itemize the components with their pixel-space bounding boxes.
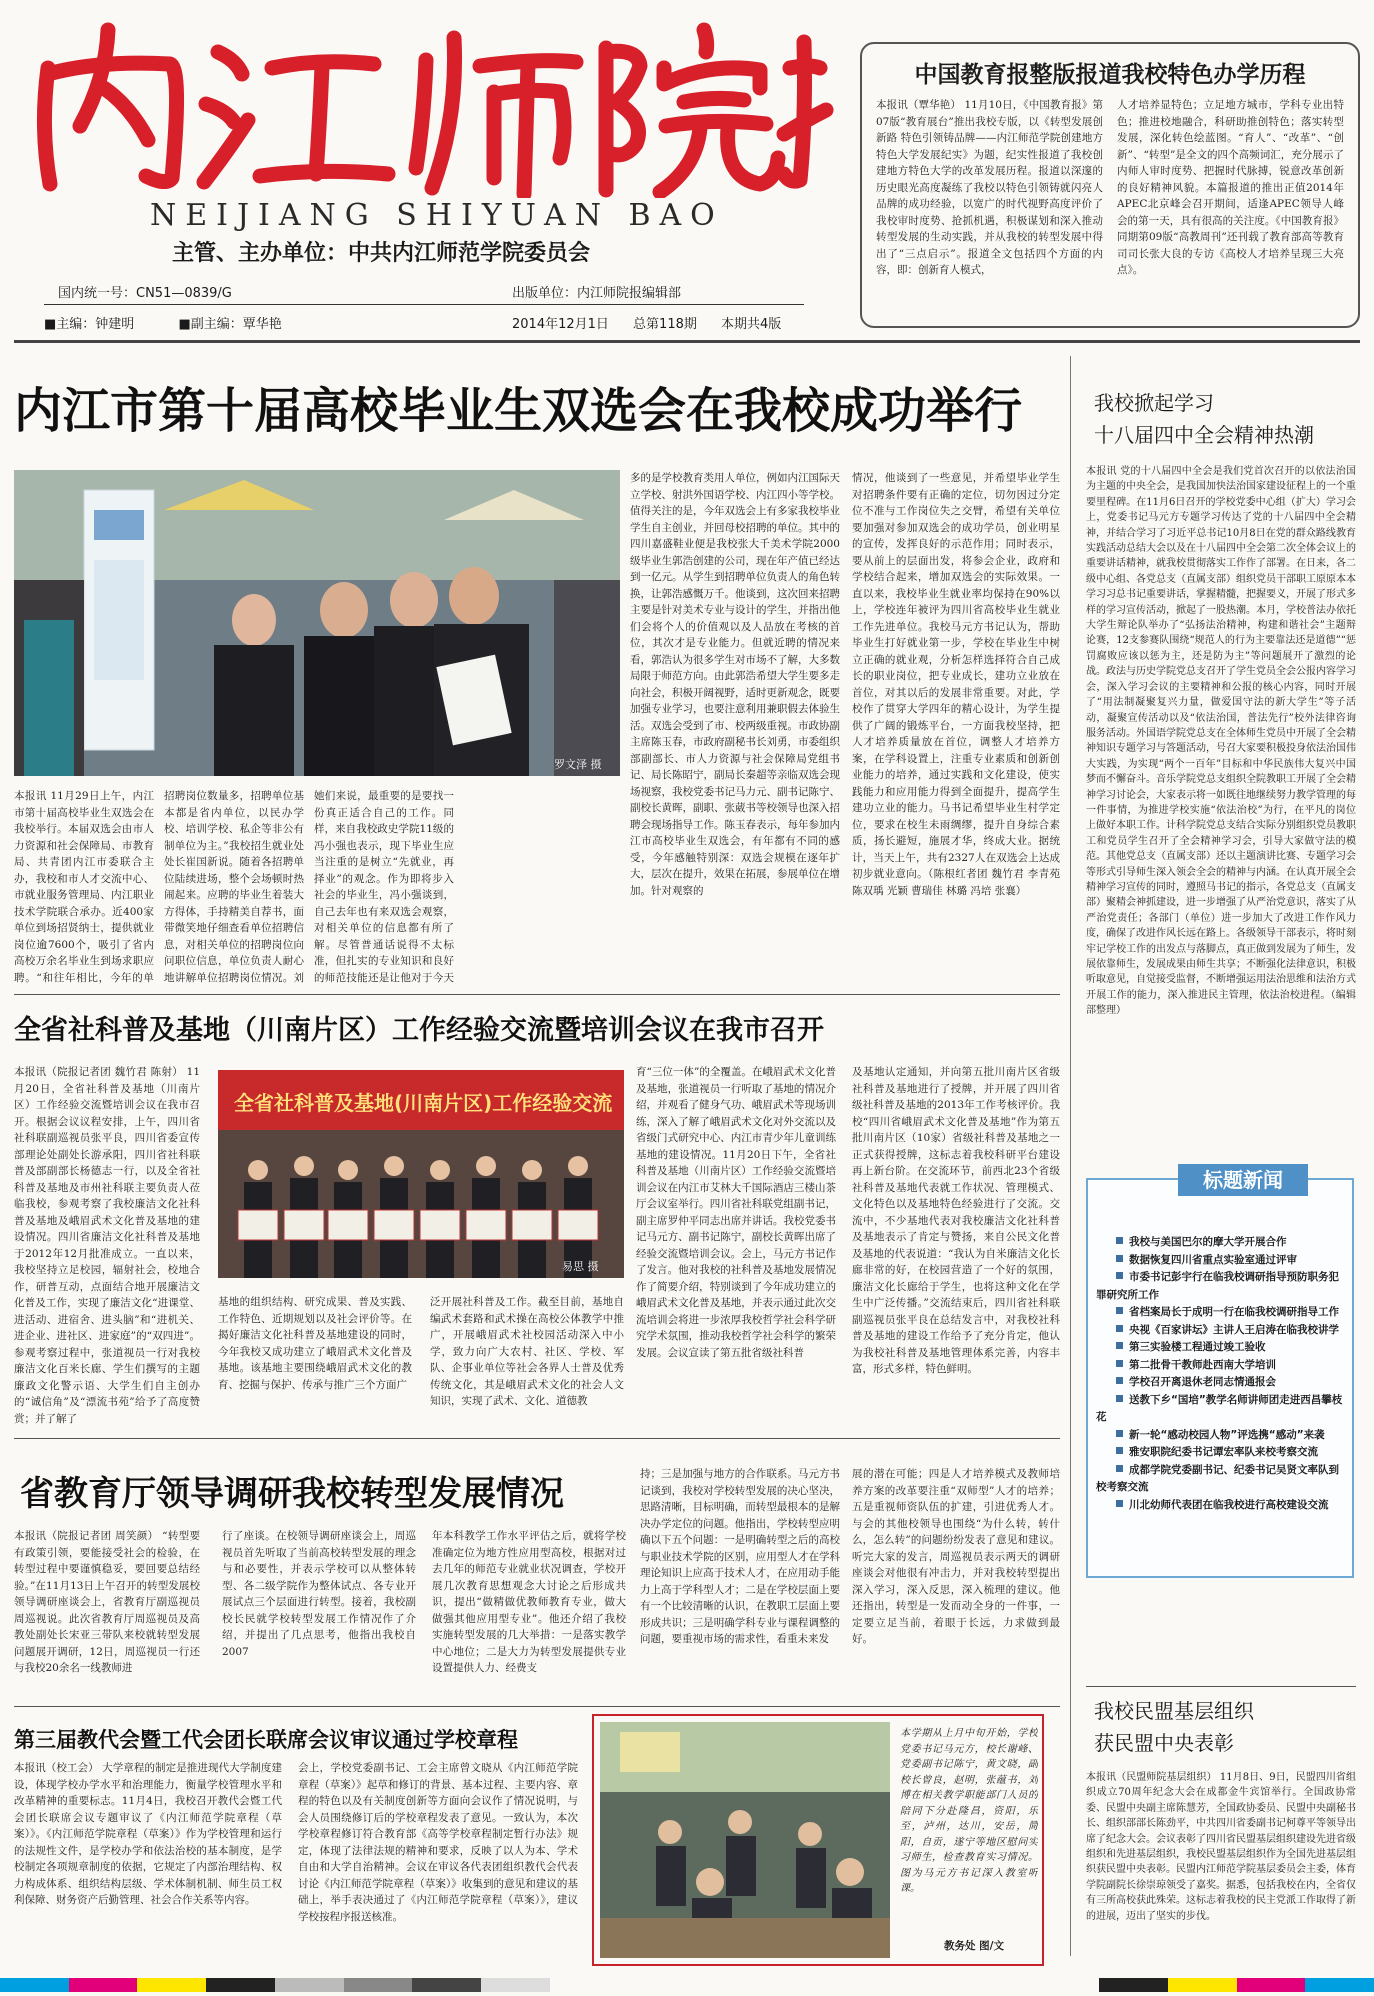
- title-news-item[interactable]: 第三实验楼工程通过竣工验收: [1096, 1339, 1348, 1357]
- title-news-box: [1086, 1168, 1354, 1578]
- deputy-editor: ■副主编：覃华艳: [178, 317, 282, 332]
- article2-col3: 泛开展社科普及工作。截至目前，基地自编武术套路和武术操在高校公体教学中推广，开展峨眉武术社校园活动深入中小学，致力向广大农村、社区、学校、军队、企事业单位等社会各界人士普及优秀传统文化，其是峨眉武术文化的社会人文知识，实现了武术、文化、道德教: [430, 1296, 624, 1407]
- title-news-item[interactable]: 我校与美国巴尔的摩大学开展合作: [1096, 1234, 1348, 1252]
- title-news-item[interactable]: 川北幼师代表团在临我校进行高校建设交流: [1096, 1497, 1348, 1515]
- sidebar2-body: 本报讯（民盟师院基层组织） 11月8日、9日，民盟四川省组织成立70周年纪念大会在成都金牛宾馆举行。全国政协常委、民盟中央副主席陈慧芳，全国政协委员、民盟中央副秘书长、组织部部长陈劲平，中共四川省委副书记柯尊平等领导出席了纪念大会。会议表彰了四川省民盟基层组织建设先进省级组织和先进基层组织，我校民盟基层组织作为全国先进基层组织获民盟中央表彰。民盟内江师范学院基层委员会主委，体育学院副院长徐崇琼领受了嘉奖。据悉，包括我校在内，全省仅有三所高校获此殊荣。这标志着我校的民主党派工作取得了新的进展，迈出了坚实的步伐。: [1086, 1772, 1356, 1922]
- seminar-banner-text: 全省社科普及基地(川南片区)工作经验交流: [234, 1091, 613, 1115]
- top-feature-box: [860, 42, 1360, 328]
- editor-line: [44, 313, 322, 332]
- title-news-label: 标题新闻: [1178, 1164, 1308, 1196]
- article1-col2: 招聘岗位数量多，招聘单位基本都是省内单位，以民办学校、培训学校、私企等非公有制单位为主。”我校招生就业处处长崔国新说。随着各招聘单位陆续进场，整个会场顿时热闹起来。应聘的毕业生着装大方得体，手持精美自荐书，面带微笑地仔细查看单位招聘信息，对相关单位的招聘岗位向问职位信息，单位负责人耐心地讲解单位招聘岗位情况。刘: [164, 790, 304, 984]
- masthead-bottom-rule: [14, 340, 1360, 343]
- sidebar-separator: [1070, 356, 1071, 1956]
- title-news-list: [1096, 1234, 1348, 1514]
- classroom-photo: [600, 1722, 890, 1958]
- article2-col4: 育“三位一体”的全覆盖。在峨眉武术文化普及基地，张道视员一行听取了基地的情况介绍，并观看了健身气功、峨眉武术等现场训练，深入了解了峨眉武术文化对外交流以及省级门式研究中心、内江市青少年儿童训练基地的建设情况。11月20日下午，全省社科普及基地（川南片区）工作经验交流暨培训会议在内江市艾林大千国际酒店三楼山茶厅会议室举行。四川省社科联党组副书记，副主席罗仲平同志出席并讲话。我校党委书记马元方、副书记陈宁，副校长黄晖出席了经验交流暨培训会议。会上，马元方书记作了发言。他对我校的社科普及基地发展情况作了简要介绍，特别谈到了今年成功建立的峨眉武术文化普及基地，并表示通过此次交流培训会将进一步浓厚我校哲学社会科学研究学术氛围，推动我校哲学社会科学的繁荣发展。会议宣读了第五批省级社科普: [636, 1066, 836, 1359]
- inspection-credit: 教务处 图/文: [944, 1940, 1004, 1952]
- article1-col1: 本报讯 11月29日上午，内江市第十届高校毕业生双选会在我校举行。本届双选会由市人力资源和社会保障局、市教育局、共青团内江市委联合主办，我校和市人才交流中心、市就业服务管理局、内江职业技术学院联合承办。近400家单位到场招贤纳士，提供就业岗位逾7600个，吸引了省内高校万余名毕业生到场求职应聘。“和往年相比，今年的单: [14, 790, 154, 984]
- article2-col2: 基地的组织结构、研究成果、普及实践、工作特色、近期规划以及社会评价等。在揭好廉洁文化社科普及基地建设的同时，今年我校又成功建立了峨眉武术文化普及基地。该基地主要围绕峨眉武术文化的教育、挖掘与保护、传承与推广三个方面广: [218, 1296, 412, 1391]
- article3-bottom-rule: [14, 1706, 1060, 1707]
- title-news-item[interactable]: 雅安职院纪委书记谭宏率队来校考察交流: [1096, 1444, 1348, 1462]
- article2-col5: 及基地认定通知，并向第五批川南片区省级社科普及基地进行了授牌，并开展了四川省级社科普及基地的2013年工作考核评价。我校“四川省峨眉武术文化普及基地”作为第五批川南片区（10家）省级社科普及基地之一正式获得授牌，这标志着我校科研平台建设再上新台阶。在交流环节，前西北23个省级社科普及基地代表就工作状况、管理模式、文化特色以及基地特色经验进行了交流。交流中，不少基地代表对我校廉洁文化社科普及基地表示了肯定与赞扬，来自公民文化普及基地的代表说道：“我认为自米廉洁文化长廊非常的好，在校园营造了一个好的氛围，廉洁文化长廊给于学生，也将这种文化在学生中广泛传播。”交流结束后，四川省社科联副巡视员张平良在总结发言中，对我校社科普及基地的建设工作给予了充分肯定，他认为我校社科普及基地管理体系完善，内容丰富，形式多样，特色鲜明。: [852, 1066, 1060, 1375]
- title-news-item[interactable]: 成都学院党委副书记、纪委书记吴贤文率队到校考察交流: [1096, 1463, 1339, 1493]
- sidebar1-body: 本报讯 党的十八届四中全会是我们党首次召开的以依法治国为主题的中央全会，是我国加快法治国家建设征程上的一个重要里程碑。在11月6日召开的学校党委中心组（扩大）学习会上，党委书记马元方专题学习传达了党的十八届四中全会精神，并结合学习了习近平总书记10月8日在党的群众路线教育实践活动总结大会以及在十八届四中全会第二次全体会议上的重要讲话精神，就我校贯彻落实工作作了部署。在日来，各二级中心组、各党总支（直属支部）组织党员干部职工原原本本学习习总书记重要讲话，掌握精髓，把握要义，开展了形式多样的学习宣传活动，掀起了一股热潮。本月，学校普法办依托大学生辩论队举办了“弘扬法治精神，构建和谐社会”主题辩论赛，12支参赛队围绕“规范人的行为主要靠法还是道德”“惩罚腐败应该以惩为主，还是防为主”等问题展开了激烈的论战。政法与历史学院党总支召开了学生党员全会公报内容学习会，深入学习会议的主要精神和公报的核心内容，同时开展了“用法制凝聚复兴力量，做爱国守法的新大学生”等子活动，凝聚宣传活动以及“依法治国，普法先行”校外法律咨询服务活动。外国语学院党总支在全体师生党员中开展了全会精神知识专题学习与答题活动，号召大家要积极投身依法治国伟大实践，为实现“两个一百年”目标和中华民族伟大复兴中国梦而不懈奋斗。音乐学院党总支组织全院教职工开展了全会精神学习讨论会，大家表示将一如既往地继续努力教学管理的每一件事情，为推进学校实施“依法治校”为行，在平凡的岗位上做好本职工作。计科学院党总支结合实际分别组织党员教职工和党员学生召开了全会精神学习会，引导大家做守法的模范。其他党总支（直属支部）还以主题演讲比赛、专题学习会等形式引导师生深入领会全会的精神与内涵。在认真开展全会精神学习宣传的同时，遵照马书记的指示，各党总支（直属支部）聚精会神抓建设，进一步增强了从严治党意识，落实了从严治党责任；各部门（单位）进一步加大了改进工作作风力度，确保了改进作风长远在路上。各级领导干部表示，将时刻牢记学校工作的出发点与落脚点，真正做到发展为了师生，发展依靠师生，发展成果由师生共享；不断强化法律意识，积极听取意见，自觉接受监督，不断增强运用法治思维和法治方式开展工作的能力，深入推进民主管理，依法治校进程。（编辑部整理）: [1086, 466, 1356, 1017]
- job-fair-photo-credit: 罗文泽 摄: [554, 758, 602, 771]
- issue-date: 2014年12月1日: [512, 317, 609, 332]
- masthead-pinyin: NEIJIANG SHIYUAN BAO: [150, 198, 724, 233]
- article1-col4: 多的是学校教育类用人单位，例如内江国际天立学校、射洪外国语学校、内江四小等学校。值得关注的是，今年双选会上有多家我校毕业学生自主创业，并回母校招聘的单位。其中的四川嘉盛鞋业便是我校张大千美术学院2000级毕业生郭浩创建的公司，现在年产值已经达到一亿元。从学生到招聘单位负责人的角色转换，让郭浩感慨万千。他谈到，这次回来招聘主要是针对美术专业与设计的学生，并指出他们会将个人的价值观以及人品放在考核的首位，其次才是专业能力。但就近聘的情况来看，郭浩认为很多学生对市场不了解，大多数局限于师范方向。由此郭浩希望大学生要多走向社会，积极开阔视野，适时更新观念，既要加强专业学习，也要注意利用兼职假去体验生活。双选会受到了市、校两级重视。市政协副主席陈玉春，市政府副秘书长刘勇，市委组织部副部长、市人力资源与社会保障局党组书记、局长陈昭宁，副局长秦超等亲临双选会现场视察，我校党委书记马力元、副书记陈宁、副校长黄晖，副职、张葳书等校领导也深入招聘会现场指导工作。陈玉春表示，每年参加内江市高校毕业生双选会，有年都有不同的感受，今年感触特别深：双选会规模在逐年扩大，层次在提升，效果在拓展，参展单位在增加。针对观察的: [630, 472, 840, 897]
- article1-headline: 内江市第十届高校毕业生双选会在我校成功举行: [14, 383, 1023, 439]
- top-feature-col2: 人才培养显特色；立足地方城市，学科专业出特色；推进校地融合，科研助推创特色；落实转型发展，深化转色绘蓝图。“育人”、“改革”、“创新”、“转型”是全文的四个高频词汇，充分展示了内师人审时度势、把握时代脉搏，锐意改革创新的良好精神风貌。本篇报道的推出正值2014年APEC北京峰会召开期间，适逢APEC领导人峰会的第一天，具有很高的关注度。《中国教育报》同期第09版“高教周刊”还刊载了教育部高等教育司司长张大良的专访《高校人才培养呈现三大亮点》。: [1117, 99, 1344, 276]
- title-news-item[interactable]: 市委书记彭宇行在临我校调研指导预防职务犯罪研究所工作: [1096, 1271, 1339, 1301]
- article3-col3: 年本科教学工作水平评估之后，就将学校准确定位为地方性应用型高校，根据对过去几年的师范专业就业状况调查，学校开展几次教育思想观念大讨论之后形成共识，提出“做精做优教师教育专业，做大做强其他应用型专业”。他还介绍了我校实施转型发展的几大举措：一是落实教学中心地位；二是大力为转型发展提供专业设置提供人力、经费支: [432, 1530, 626, 1674]
- issue-number: 总第118期: [633, 317, 697, 332]
- issue-info: [512, 313, 801, 332]
- inspection-photo-box: [592, 1714, 1044, 1966]
- article4-col2: 会上，学校党委副书记、工会主席曾文晓从《内江师范学院章程（草案）》起草和修订的背景、基本过程、主要内容、章程的特色以及有关制度创新等方面向会议作了情况说明，与会人员围绕修订后的学校章程发表了意见。一致认为，本次学校章程修订符合教育部《高等学校章程制定暂行办法》规定，体现了法律法规的精神和要求，反映了以人为本、学术自由和大学自治精神。会议在审议各代表团组织教代会代表讨论《内江师范学院章程（草案）》收集到的意见和建议的基础上，举手表决通过了《内江师范学院章程（草案）》，建议学校按程序报送核准。: [298, 1762, 578, 1923]
- title-news-item[interactable]: 送教下乡“国培”教学名师讲师团走进西昌攀枝花: [1096, 1393, 1343, 1423]
- article3-col4: 持；三是加强与地方的合作联系。马元方书记谈到，我校对学校转型发展的决心坚决，思路清晰，目标明确，而转型最根本的是解决办学定位的问题。他指出，学校转型应明确以下五个问题：一是明确转型之后的高校与职业技术学院的区别，应用型人才在学科理论知识上应高于技术人才，在应用动手能力上高于学科型人才；二是在学校层面上要有一个比较清晰的认识，在教职工层面上要形成共识；三是明确学科专业与课程调整的问题，要重视市场的需求性，看重未来发: [640, 1468, 840, 1645]
- article2-headline: 全省社科普及基地（川南片区）工作经验交流暨培训会议在我市召开: [14, 1015, 824, 1046]
- seminar-group-photo: [218, 1070, 624, 1278]
- page-count: 本期共4版: [721, 317, 782, 332]
- article3-headline: 省教育厅领导调研我校转型发展情况: [20, 1474, 564, 1514]
- title-news-item[interactable]: 新一轮“感动校园人物”评选携“感动”来袭: [1096, 1427, 1348, 1445]
- chief-editor: ■主编：钟建明: [44, 317, 135, 332]
- top-feature-col1: 本报讯（覃华艳） 11月10日，《中国教育报》第07版“教育展台”推出我校专版，以《转型发展创新路 特色引领铸品牌——内江师范学院创建地方特色大学发展纪实》为题，纪实性报道了我校创建地方特色大学的改革发展历程。报道以深邃的历史眼光高度凝练了我校以特色引领铸就闪亮人品牌的成功经验，以宽广的时代视野高度评价了我校审时度势、抢抓机遇，积极谋划和深入推动转型发展的生动实践，并从我校的转型发展中得出了“三点启示”。报道全文包括四个方面的内容，即：创新育人模式，: [876, 99, 1103, 276]
- article1-col5: 情况，他谈到了一些意见，并希望毕业学生对招聘条件要有正确的定位，切勿因过分定位不准与工作岗位失之交臂，希望有关单位要加强对参加双选会的成功学员，创业明星的宣传，发挥良好的示范作用；同时表示，要从前上的层面出发，将参会企业，政府和学校结合起来，增加双选会的实际效果。一直以来，我校毕业生就业率均保持在90%以上，学校连年被评为四川省高校毕业生就业工作先进单位。我校马元方书记认为，帮助毕业生打好就业第一步，学校在毕业生中树立正确的就业观，分析怎样选择符合自己成长的职业岗位，把专业成长，建功立业放在首位，对其以后的发展非常重要。对此，学校作了贯穿大学四年的精心设计，为学生提供了广阔的锻炼平台，一方面我校坚持，把人才培养质量放在首位，调整人才培养方案，在学科设置上，注重专业素质和创新创业能力的培养，通过实践和文化建设，使实践能力和应用能力得到全面提升，提高学生建功立业的能力。马书记希望毕业生村学定位，要求在校生未雨绸缪，提升自身综合素质，扬长避短，施展才华，终成大业。据统计，当天上午，共有2327人在双选会上达成初步就业意向。（陈根红者团 魏竹君 李青苑 陈双瑀 光颖 曹瑞佳 林璐 冯培 张襄）: [852, 472, 1060, 897]
- article1-bottom-rule: [14, 994, 1060, 995]
- masthead-logo: [20, 8, 840, 198]
- seminar-photo-credit: 易思 摄: [562, 1260, 599, 1273]
- top-feature-title: 中国教育报整版报道我校特色办学历程: [914, 62, 1306, 88]
- article4-col1: 本报讯（校工会） 大学章程的制定是推进现代大学制度建设，体现学校办学水平和治理能力，衡量学校管理水平和改革精神的重要标志。11月4日，我校召开教代会暨工代会团长联席会议专题审议了《内江师范学院章程（草案）》。《内江师范学院章程（草案）》作为学校管理和运行的法规性文件，是学校办学和依法治校的基本制度，是学校制定各项规章制度的依据，它规定了内部治理结构、权力构成体系、组织结构层级、学术体制机制、师生员工权利保障、财务资产后勤管理、社会合作关系等内容。: [14, 1762, 282, 1906]
- title-news-item[interactable]: 学校召开离退休老同志情通报会: [1096, 1374, 1348, 1392]
- article4-headline: 第三届教代会暨工代会团长联席会议审议通过学校章程: [14, 1728, 518, 1752]
- article3-col2: 行了座谈。在校领导调研座谈会上，周巡视员首先听取了当前高校转型发展的理念与和必要性，并表示学校可以从整体转型、各二级学院作为整体试点、各专业开展试点三个层面进行转型。接着，我校副校长民就学校转型发展工作情况作了介绍，并提出了几点思考，他指出我校自2007: [222, 1530, 416, 1658]
- article3-col5: 展的潜在可能；四是人才培养模式及教师培养方案的改革要注重“双师型”人才的培养；五是重视师资队伍的扩建，引进优秀人才。与会的其他校领导也围绕“为什么转，转什么，怎么转”的问题纷纷发表了意见和建议。听完大家的发言，周巡视员表示两天的调研座谈会对他很有冲击力，并对我校转型提出深入学习，深入反思，深入梳理的建议。他还指出，转型是一发而动全身的一件事，一定要立足当前，着眼于长远，力求做到最好。: [852, 1468, 1060, 1645]
- sidebar2-headline-line1: 我校民盟基层组织: [1094, 1699, 1254, 1723]
- sidebar2-headline-line2: 获民盟中央表彰: [1094, 1731, 1234, 1755]
- cn-number: 国内统一号：CN51—0839/G: [58, 286, 232, 301]
- article2-bottom-rule: [14, 1438, 1060, 1439]
- masthead-sponsor: 主管、主办单位：中共内江师范学院委员会: [172, 241, 591, 266]
- masthead-divider: [44, 304, 804, 305]
- printer-color-bar: [0, 1978, 1374, 1992]
- sidebar1-headline-line1: 我校掀起学习: [1094, 391, 1214, 415]
- article1-col3: 她们来说，最重要的是要找一份真正适合自己的工作。同样，来自我校政史学院11级的冯小强也表示，现下毕业生应当注重的是树立“先就业，再择业”的观念。作为即将步入社会的毕业生，冯小强谈到，自己去年也有来双选会观察，对相关单位的信息都有所了解。尽管普通话说得不太标准，但扎实的专业知识和良好的师范技能还是让他对于今天: [314, 790, 454, 984]
- job-fair-photo: [14, 470, 620, 776]
- publisher: 出版单位：内江师院报编辑部: [512, 286, 682, 301]
- sidebar1-headline-line2: 十八届四中全会精神热潮: [1094, 423, 1314, 447]
- article3-col1: 本报讯（院报记者团 周笑颜） “转型要有政策引领，要能接受社会的检验，在转型过程中要谨慎稳妥，要回要总结经验。”在11月13日上午召开的转型发展校领导调研座谈会上，省教育厅副巡视员周巡视说。此次省教育厅周巡视员及高教处副处长宋亚三带队来校就转型发展问题展开调研，12日，周巡视员一行还与我校20余名一线教师进: [14, 1530, 200, 1674]
- title-news-item[interactable]: 央视《百家讲坛》主讲人王启涛在临我校讲学: [1096, 1322, 1348, 1340]
- inspection-caption: 本学期从上月中旬开始，学校党委书记马元方，校长谢峰、党委副书记陈宁，黄文晓，副校长曾良，赵明，张蕴书，刘博在相关教学职能部门人员的陪同下分赴隆昌，资阳，乐至，泸州，达川，安岳，简阳，自贡，遂宁等地区慰问实习师生，检查教育实习情况。图为马元方书记深入教室听课。: [900, 1728, 1038, 1894]
- article2-col1: 本报讯（院报记者团 魏竹君 陈射） 11月20日，全省社科普及基地（川南片区）工作经验交流暨培训会议在我市召开。根据会议议程安排，上午，四川省社科联副巡视员张平良，四川省委宣传部理论处副处长游承阳，四川省社科联普及部副部长杨德志一行，以及全省社科普及基地及市州社科联主要负责人莅临我校，参观考察了我校廉洁文化社科普及基地及峨眉武术文化普及基地的建设情况。四川省廉洁文化社科普及基地于2012年12月批准成立。一直以来，我校坚持立足校园，辐射社会，校地合作，研普互动，点面结合地开展廉洁文化普及工作，实现了廉洁文化“进课堂、进活动、进宿舍、进头脑”和“进机关、进企业、进社区、进家庭”的“双四进”。参观考察过程中，张道视员一行对我校廉洁文化百米长廊、学生们撰写的主题廉政文化警示语、大学生们自主创办的“诚信角”及“漂流书苑”给予了高度赞赏；并了解了: [14, 1066, 200, 1425]
- sidebar2-top-rule: [1086, 1686, 1356, 1687]
- title-news-item[interactable]: 第二批骨干教师赴西南大学培训: [1096, 1357, 1348, 1375]
- title-news-item[interactable]: 数据恢复四川省重点实验室通过评审: [1096, 1252, 1348, 1270]
- title-news-item[interactable]: 省档案局长于成明一行在临我校调研指导工作: [1096, 1304, 1348, 1322]
